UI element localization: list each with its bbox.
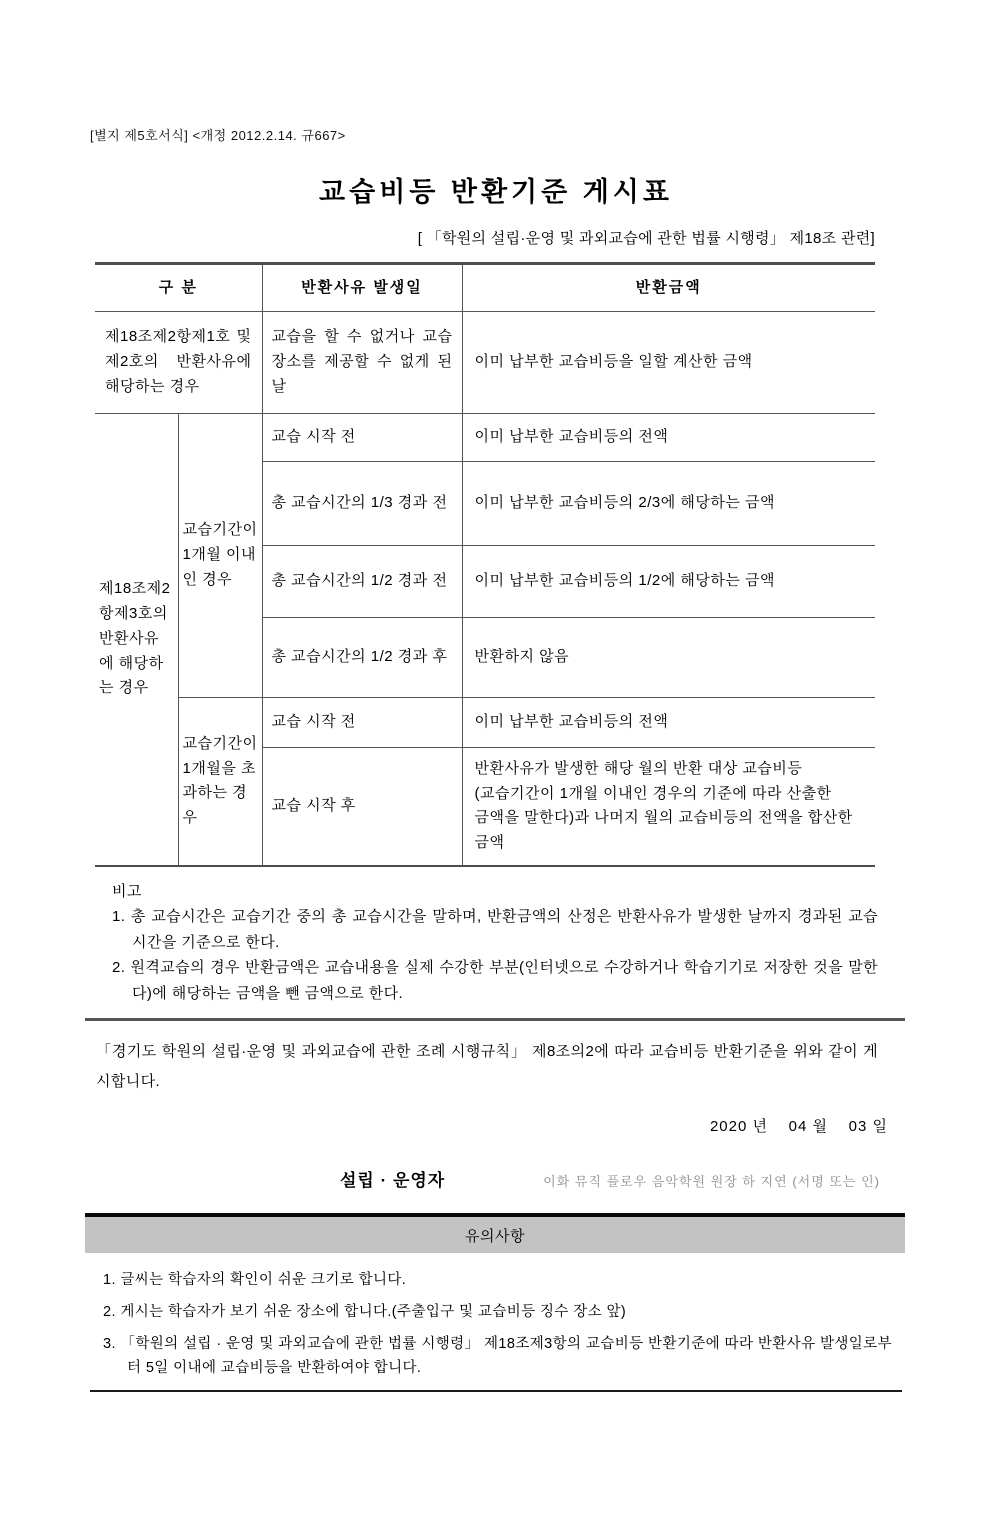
- note-item-2: 2. 원격교습의 경우 반환금액은 교습내용을 실제 수강한 부분(인터넷으로 수강하거나 학습기기로 저장한 것을 말한다)에 해당하는 금액을 뺀 금액으로 한다.: [112, 959, 878, 1002]
- operator-label: 설립 · 운영자: [340, 1171, 446, 1190]
- category-article18-2-3: 제18조제2항제3호의 반환사유에 해당하는 경우: [95, 414, 178, 866]
- caution-item-3: 3. 「학원의 설립 · 운영 및 과외교습에 관한 법률 시행령」 제18조제3항의 교습비등 반환기준에 따라 반환사유 발생일로부터 5일 이내에 교습비등을 반환하여야 합니다.: [103, 1336, 892, 1376]
- law-reference-subtitle: [ 「학원의 설립·운영 및 과외교습에 관한 법률 시행령」 제18조 관련]: [417, 230, 875, 247]
- caution-header: [85, 1213, 905, 1253]
- declaration-text: 「경기도 학원의 설립·운영 및 과외교습에 관한 조례 시행규칙」 제8조의2에 따라 교습비등 반환기준을 위와 같이 게시합니다.: [96, 1043, 878, 1090]
- notes-title: 비고: [112, 882, 142, 900]
- operator-name: 이화 뮤직 플로우 음악학원 원장 하 지연 (서명 또는 인): [543, 1174, 880, 1189]
- subcategory-within-one-month: 교습기간이 1개월 이내인 경우: [178, 414, 262, 698]
- amount-cell: 반환하지 않음: [462, 618, 875, 698]
- bottom-rule: [90, 1390, 902, 1392]
- signature-row: [340, 1166, 880, 1191]
- table-header-event-date: 반환사유 발생일: [262, 264, 462, 312]
- category-article18-2-1: 제18조제2항제1호 및 제2호의 반환사유에 해당하는 경우: [95, 312, 262, 414]
- refund-standards-table: [95, 262, 875, 867]
- caution-section: [103, 1269, 892, 1380]
- amount-cell: 이미 납부한 교습비등을 일할 계산한 금액: [462, 312, 875, 414]
- table-header-category: 구 분: [95, 264, 262, 312]
- amount-cell: 이미 납부한 교습비등의 전액: [462, 698, 875, 748]
- event-cell: 총 교습시간의 1/3 경과 전: [262, 462, 462, 546]
- note-item-1: 1. 총 교습시간은 교습기간 중의 총 교습시간을 말하며, 반환금액의 산정은 반환사유가 발생한 날까지 경과된 교습시간을 기준으로 한다.: [112, 908, 878, 951]
- section-divider: [85, 1018, 905, 1021]
- notes-section: [112, 879, 878, 1007]
- form-reference: [별지 제5호서식] <개정 2012.2.14. 규667>: [90, 128, 346, 143]
- amount-cell: 이미 납부한 교습비등의 1/2에 해당하는 금액: [462, 546, 875, 618]
- amount-cell: 반환사유가 발생한 해당 월의 반환 대상 교습비등(교습기간이 1개월 이내인 경우의 기준에 따라 산출한 금액을 말한다)과 나머지 월의 교습비등의 전액을 합산한 금액: [462, 748, 875, 866]
- event-cell: 총 교습시간의 1/2 경과 후: [262, 618, 462, 698]
- subcategory-over-one-month: 교습기간이 1개월을 초과하는 경우: [178, 698, 262, 866]
- amount-cell: 이미 납부한 교습비등의 2/3에 해당하는 금액: [462, 462, 875, 546]
- posting-date: 2020 년 04 월 03 일: [709, 1118, 888, 1135]
- caution-title: 유의사항: [465, 1227, 525, 1245]
- event-cell: 총 교습시간의 1/2 경과 전: [262, 546, 462, 618]
- caution-item-2: 2. 게시는 학습자가 보기 쉬운 장소에 합니다.(주출입구 및 교습비등 징수 장소 앞): [103, 1304, 627, 1321]
- event-cell: 교습 시작 후: [262, 748, 462, 866]
- page-title: 교습비등 반환기준 게시표: [319, 177, 673, 207]
- caution-item-1: 1. 글씨는 학습자의 확인이 쉬운 크기로 합니다.: [103, 1272, 407, 1288]
- amount-cell: 이미 납부한 교습비등의 전액: [462, 414, 875, 462]
- event-cell: 교습 시작 전: [262, 698, 462, 748]
- event-cell: 교습 시작 전: [262, 414, 462, 462]
- event-cell: 교습을 할 수 없거나 교습 장소를 제공할 수 없게 된 날: [262, 312, 462, 414]
- table-header-refund-amount: 반환금액: [462, 264, 875, 312]
